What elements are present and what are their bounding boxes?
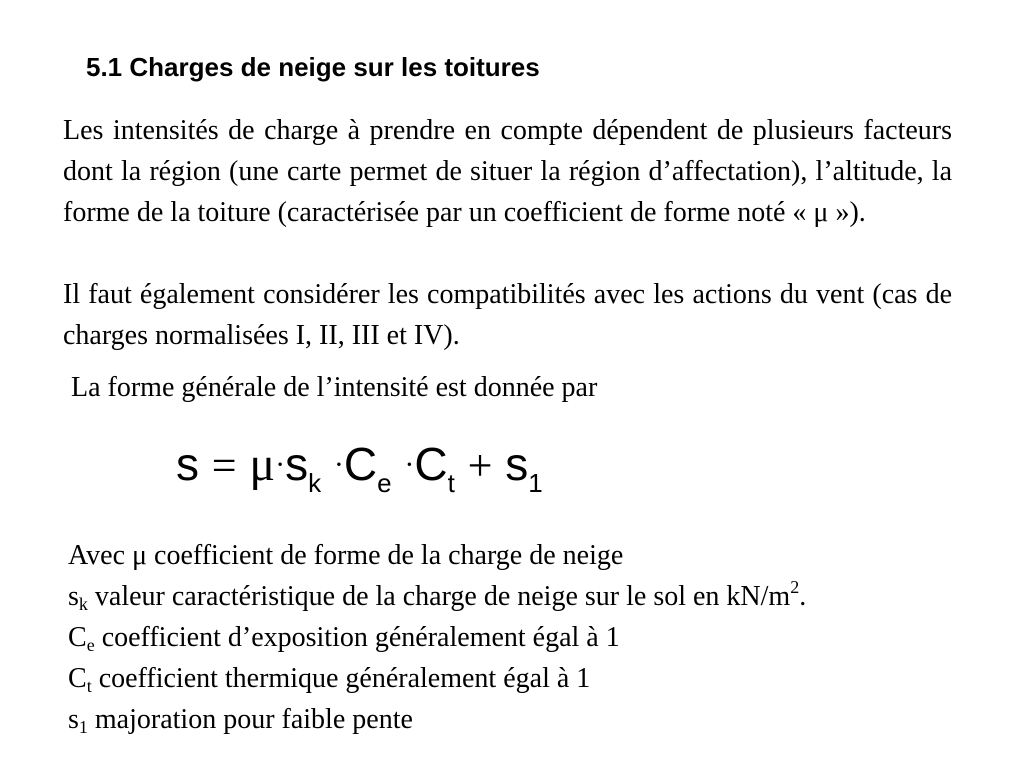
formula-equals: = bbox=[211, 441, 237, 490]
definition-sk: $s_k$ valeur caractéristique de la charge de neige sur le sol en $kN/m^2$. bbox=[68, 577, 807, 614]
formula-dot: · bbox=[404, 448, 415, 481]
formula-ce: $C_e$ bbox=[343, 438, 392, 498]
snow-load-formula bbox=[176, 424, 543, 504]
paragraph-wind-compatibility: Il faut également considérer les compatibilités avec les actions du vent (cas de charges normalisées I, II, III et IV). bbox=[63, 279, 952, 351]
symbol-definitions bbox=[68, 535, 806, 740]
formula-mu: μ bbox=[249, 438, 276, 491]
section-heading: 5.1 Charges de neige sur les toitures bbox=[86, 52, 540, 82]
definition-s1: $s_1$ majoration pour faible pente bbox=[68, 704, 413, 737]
definition-ct: $C_t$ coefficient thermique généralement égal à 1 bbox=[68, 663, 591, 696]
definition-mu: Avec μ coefficient de forme de la charge de neige bbox=[68, 540, 624, 571]
paragraph-intensity-factors: Les intensités de charge à prendre en compte dépendent de plusieurs facteurs dont la région (une carte permet de situer la région d’affectation), l’altitude, la forme de la toiture (caractérisée par un coefficient de forme noté « μ »). bbox=[63, 115, 952, 228]
formula-ct: $C_t$ bbox=[414, 438, 455, 498]
formula-plus: + bbox=[467, 441, 493, 490]
formula-dot: · bbox=[275, 448, 286, 481]
formula-sk: $s_k$ bbox=[285, 438, 322, 498]
formula-lhs-s: s bbox=[176, 438, 199, 490]
definition-ce: $C_e$ coefficient d’exposition généralement égal à 1 bbox=[68, 622, 620, 655]
formula-s1: $s_1$ bbox=[505, 438, 543, 498]
formula-intro: La forme générale de l’intensité est donnée par bbox=[71, 372, 598, 403]
formula-dot: · bbox=[333, 448, 344, 481]
